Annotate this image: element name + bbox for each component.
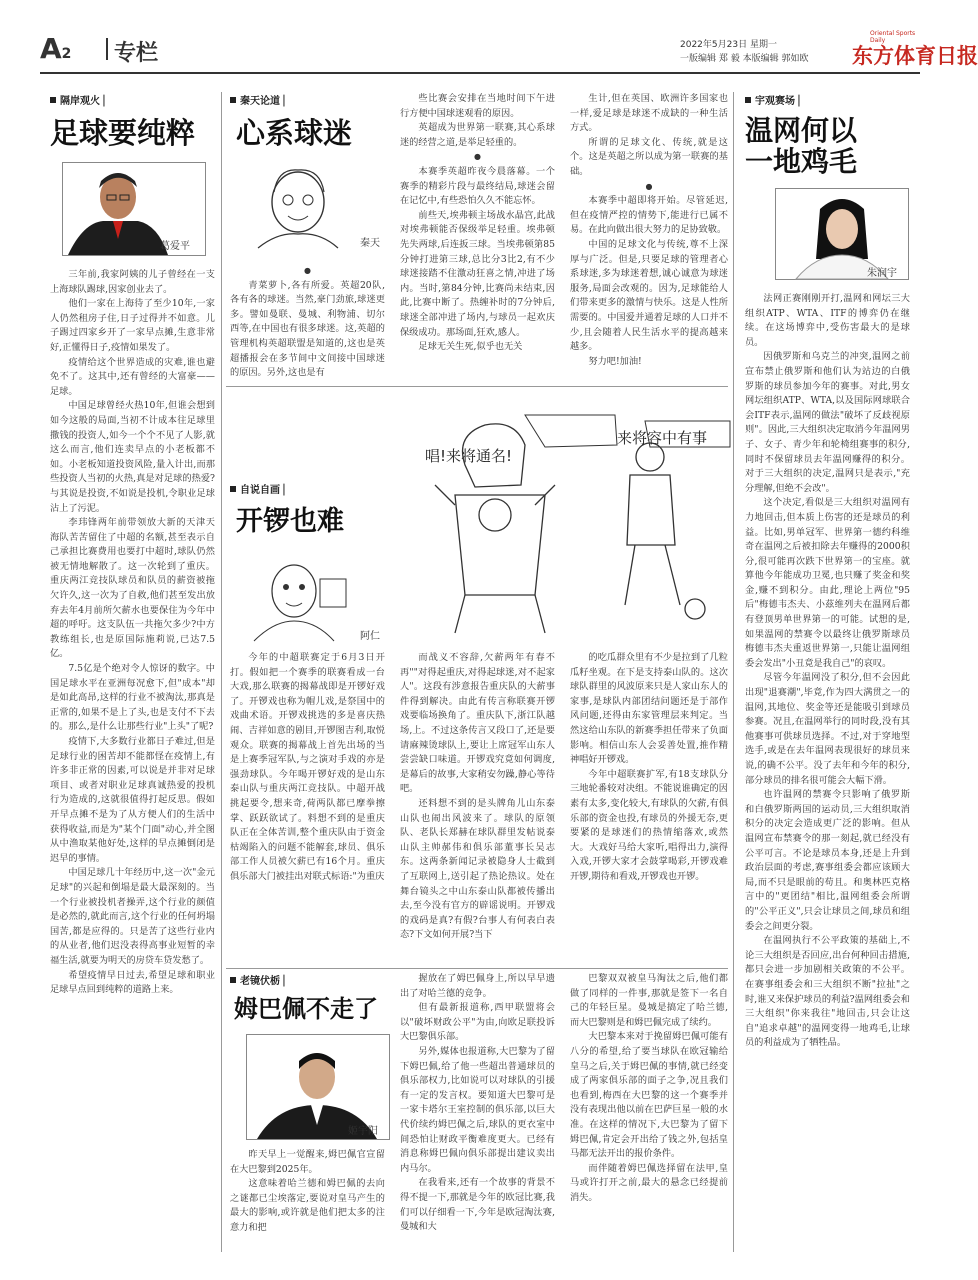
paragraph: 中国的足球文化与传统,尊不上深厚与广泛。但是,只要足球的管理者心系球迷,多为球迷着想,诚心诚意为球迷服务,局面会改观的。因为,足球能给人们带来更多的激情与快乐。这是人性所需要的。中国爱并通着足球的人口并不少,且会随着人民生活水平的提高越来越多。 [570, 238, 728, 353]
article-heart-for-fans [230, 92, 730, 382]
article-body-left [230, 264, 385, 382]
column-tag: 隔岸观火 ▏ [50, 92, 215, 107]
article-body-left [230, 651, 385, 959]
paragraph: 7.5亿是个绝对令人惊讶的数字。中国足球水平在亚洲每况愈下,但"成本"却是如此高昂,这样的行业不被淘汰,那真是正常的,如果不是上了头,也是支付不下去的。那么,是什么让那些行业"上头"了呢? [50, 663, 215, 733]
brand-logo: 东方体育日报 [852, 44, 978, 68]
article-title: 开锣也难 [236, 506, 344, 537]
article-body-right [570, 92, 728, 382]
article-body [745, 292, 910, 1260]
paragraph: 而伴随着姆巴佩选择留在法甲,皇马或许打开之前,最大的悬念已经提前消失。 [570, 1162, 728, 1203]
author-byline: 秦天 [360, 238, 380, 249]
paragraph: 他们一家在上海待了至少10年,一家人仍然租房子住,日子过得并不如意。儿子踢过四家乡开了一家早点摊,生意非常好,正懂得日子,疫情如果发了。 [50, 298, 215, 353]
paragraph: 在我看来,还有一个故事的背景不得不提一下,那就是今年的欧冠比赛,我们可以仔细看一下,今年是欧冠淘汰赛,曼城和大 [400, 1177, 555, 1233]
paragraph: 青菜萝卜,各有所爱。英超20队,各有各的球迷。当然,豪门劲旅,球迷更多。譬如曼联、曼城、利物浦、切尔西等,在中国也有很多球迷。这,英超的管理机构英超联盟是知道的,这也是英超播报会在多节间中文间接中国球迷的原因。另外,这也是有 [230, 279, 385, 379]
cartoon-speech-left: 唱!来将通名! [425, 447, 513, 465]
paragraph: 李玮锋两年前带领放大新的天津天海队苦苦留住了中超的名额,甚至表示自己承担比赛费用也要打中超时,球队仍然被无情地解散了。这一次轮到了重庆。重庆两江竞技队球员和队员的薪资被拖欠许久,这一次为了自救,他们甚至发出放弃去年4月前所欠薪水也要保住为今年中超的呼吁。这支队伍一共拖欠多少?中方教练组长,也是原国际施莉说,已达7.5亿。 [50, 517, 215, 660]
section-rule-1 [226, 386, 728, 387]
paragraph: 大巴黎本来对于挽留姆巴佩可能有八分的希望,给了要当球队在欧冠输给皇马之后,关于姆巴佩的事情,就已经变成了两家俱乐部的面子之争,况且我们也看到,梅西在大巴黎的这一个赛季并没有表现出他以前在巴萨巨星一般的水准。在这样的情况下,大巴黎为了留下姆巴佩,肯定会开出给了钱之外,包括皇马都无法开出的报价条件。 [570, 1031, 728, 1160]
tag-label: 自说自画 [240, 485, 280, 496]
header-info [680, 38, 850, 66]
paragraph: 也许温网的禁赛令只影响了俄罗斯和白俄罗斯两国的运动员,三大组织取消积分的决定会造成更广泛的影响。但从温网宣布禁赛令的那一刻起,就已经没有公平可言。不论是球员本身,还是上升到政治层面的考虑,赛事组委会都应该顾大局,而不只是眼前的苟且。和奥林匹克格言中的"更团结"相比,温网组委会所谓的"公平正义",只会让球员之间,球员和组委会之间更分裂。 [745, 789, 910, 932]
section-rule-2 [226, 968, 728, 969]
separator-dot: ● [304, 266, 311, 275]
page-digit: 2 [61, 46, 72, 62]
paragraph: 所谓的足球文化、传统,就是这个。这是英超之所以成为第一联赛的基础。 [570, 136, 728, 177]
paragraph: 中国足球曾经火热10年,但谁会想到如今这般的局面,当初不计成本往足球里撒钱的投资人,如今一个个不见了人影,就这么而言,他们连卖早点的小老板都不如。小老板知道投资风险,量入计出,而那些投资人当初的火热,真是对足球的热爱?与其说是投资,不如说是投机,令职业足球沾上了污泥。 [50, 400, 215, 514]
tag-label: 秦天论道 [240, 96, 280, 107]
cartoon-illustration [395, 395, 730, 635]
paragraph: 法网正赛刚刚开打,温网和网坛三大组织ATP、WTA、ITF的博弈仍在继续。在这场博弈中,受伤害最大的是球员。 [745, 293, 910, 348]
paragraph: 努力吧!加油! [588, 355, 642, 367]
paragraph: 足球无关生死,似乎也无关 [418, 341, 523, 353]
paragraph: 尽管今年温网没了积分,但不会因此出现"退赛潮",毕竟,作为四大满贯之一的温网,其地位、奖金等还是能吸引到球员参赛。况且,在温网举行的同时段,没有其他赛事可供球员选择。不过,对于穿地型选手,或是在去年温网表现很好的球员来说,的确不公平。没了去年和今年的积分,部分球员的排名很可能会大幅下滑。 [745, 672, 910, 786]
paragraph: 疫情给这个世界造成的灾难,谁也避免不了。这其中,还有曾经的大富豪——足球。 [50, 356, 215, 397]
paragraph: 这意味着哈兰德和姆巴佩的去向之谜都已尘埃落定,要说对皇马产生的最大的影响,或许就是他们把太多的注意力和把 [230, 1178, 385, 1233]
title-line-2: 一地鸡毛 [745, 144, 858, 178]
page-letter: A [40, 32, 62, 65]
author-byline: 姬宇阳 [348, 1126, 378, 1137]
paragraph: 巴黎双双被皇马淘汰之后,他们都做了同样的一件事,那就是签下一名自己的年轻巨星。曼城是搞定了哈兰德,而大巴黎则是和姆巴佩完成了续约。 [570, 973, 728, 1028]
editor-line: 一版编辑 郑 毅 本版编辑 郭如欧 [680, 54, 809, 64]
article-body-mid [400, 92, 555, 382]
article-title: 足球要纯粹 [50, 116, 196, 150]
brand-english: Oriental Sports Daily [870, 30, 916, 44]
column-tag: 老镜伏栃 ▏ [230, 972, 730, 987]
paragraph: 在温网执行不公平政策的基础上,不论三大组织是否回应,出台何种回击措施,都只会进一步加剧相关政策的不公平。在赛事组委会和三大组织不断"拉扯"之时,谁又来保护球员的利益?温网组委会和三大组织"你来我往"地回击,只会让这自"追求卓越"的温网变得一地鸡毛,让球员的利益成为了牺牲品。 [745, 935, 910, 1049]
article-body-right [570, 972, 728, 1260]
article-body [50, 268, 215, 1258]
paragraph: 生计,但在英国、欧洲许多国家也一样,爱足球是球迷不成缺的一种生活方式。 [570, 93, 728, 134]
author-caricature [254, 551, 364, 641]
column-tag: 宇观赛场 ▏ [745, 92, 910, 107]
paragraph: 昨天早上一觉醒来,姆巴佩官宣留在大巴黎到2025年。 [230, 1149, 385, 1175]
column-tag: 秦天论道 ▏ [230, 92, 730, 107]
paragraph: 本赛季中超即将开始。尽管延迟,但在疫情严控的情势下,能进行已属不易。在此向做出很大努力的足协致敬。 [570, 195, 728, 236]
article-body-right [570, 651, 728, 959]
separator-dot: ● [645, 181, 653, 191]
paragraph: 但有最新报道称,西甲联盟将会以"破坏财政公平"为由,向欧足联投诉大巴黎俱乐部。 [400, 1002, 555, 1043]
tag-label: 宇观赛场 [755, 96, 795, 107]
paragraph: 英超成为世界第一联赛,其心系球迷的经营之道,是举足轻重的。 [400, 122, 555, 148]
paragraph: 还料想不到的是头牌角儿山东泰山队也闹出风波来了。球队的原领队、老队长郑赫在球队群里发帖说泰山队主帅郝伟和俱乐部董事长吴志东。这两条新闻记录被隐身人士截到了互联网上,送引起了热论热议。处在舞台镜头之中山东泰山队都被传播出去,至今没有官方的辟谣说明。开锣戏的戏码是真?有假?台事人有何表白表态?下文如何开展?当下 [400, 797, 555, 941]
paragraph: 而战义不容辞,欠薪两年有春不再""对得起重庆,对得起球迷,对不起家人"。这段有涉意报告重庆队的大薪事件得到解决。由此有传言称联赛开锣戏要临场换角了。重庆队下,浙江队越场,上。不过这条传言又段口了,还是要请麻辣烫球队上,要让上席冠军山东人尝尝缺口味道。开锣戏究竟如何调度,是幕后的故事,大家稍安勿躁,静心等待吧。 [400, 652, 555, 795]
paragraph: 些比赛会安排在当地时间下午进行方便中国球迷观看的原因。 [400, 93, 555, 119]
article-body-mid [400, 651, 555, 959]
page-header [40, 30, 978, 74]
article-title: 姆巴佩不走了 [234, 995, 378, 1023]
article-football-pure [50, 92, 215, 1262]
article-title: 心系球迷 [236, 116, 353, 150]
article-body-mid [400, 972, 555, 1260]
paragraph: 因俄罗斯和乌克兰的冲突,温网之前宣布禁止俄罗斯和他们认为站边的白俄罗斯的球员参加今年的赛事。对此,男女网坛组织ATP、WTA,以及国际网球联合会ITF表示,温网的做法"破坏了反歧视原则"。因此,三大组织决定取消今年温网男子、女子、青少年和轮椅组赛事的积分,同时不保留球员去年温网赚得的积分。对于三大组织的决定,温网只是表示,"充分理解,但绝不会改"。 [745, 351, 910, 494]
date-line: 2022年5月23日 星期一 [680, 40, 777, 50]
separator-dot: ● [474, 152, 481, 162]
author-byline: 朱润宇 [867, 268, 897, 279]
paragraph: 三年前,我家阿姨的儿子曾经在一支上海球队踢球,因家创业去了。 [50, 269, 215, 295]
article-body-left [230, 1148, 385, 1260]
article-wimbledon [745, 92, 910, 1262]
tag-label: 老镜伏栃 [240, 976, 280, 987]
tag-label: 隔岸观火 [60, 96, 100, 107]
paragraph: 今年的中超联赛定于6月3日开打。假如把一个赛季的联赛看成一台大戏,那么联赛的揭幕战即是开锣好戏了。开锣戏也称为帽儿戏,是祭国中的戏曲术语。开锣戏挑选的多是喜庆热闹、吉祥如意的剧目,开锣图吉利,取悦观众。联赛的揭幕战上首先出场的当是上赛季冠军队,与之演对手戏的亦是强劲球队。今年喝开锣好戏的是山东泰山队与重庆两江竞技队。中超开战挑起要令,想来奇,荷两队都已摩拳擦掌、跃跃欲试了。料想不到的是重庆队正在全体苦训,整个重庆队由于资金枯竭陷入的问题不能解套,球员、俱乐部工作人员被欠薪已有16个月。重庆俱乐部大门被挂出对联式标语:"为重庆 [230, 652, 385, 882]
paragraph: 这个决定,看似是三大组织对温网有力地回击,但本质上伤害的还是球员的利益。比如,男单冠军、世界第一德约科维奇在温网之后被扣除去年赚得的2000积分,很可能再次跌下世界第一的宝座。就算他今年能成功卫冕,也只赚了奖金和奖金,赚不到积分。由此,理论上两位"95后"梅德韦杰夫、小茲维列夫在温网后都有登顶男单世界第一的可能。试想的是,如果温网的禁赛令以最终让俄罗斯球员梅德韦杰夫重返世界第一,只能让温网组委会发出"小丑竟是我自己"的哀叹。 [745, 497, 910, 669]
paragraph: 今年中超联赛扩军,有18支球队分三地轮番较对决组。不能说谁确定的因素有太多,变化较大,有球队的欠薪,有俱乐部的资金也投,有球员的外援无奈,更要紧的是球迷们的热情缩落欢,或然大。大戏好马给大家听,唱得出力,演得入戏,开锣大家才会鼓掌喝彩,开锣戏难开锣,期待和看戏,开锣戏也开锣。 [570, 768, 728, 882]
header-divider [106, 38, 108, 60]
section-name: 专栏 [114, 41, 159, 66]
column-rule-2 [733, 92, 734, 1252]
paragraph: 握放在了姆巴佩身上,所以早早遗出了对哈兰德的竞争。 [400, 973, 555, 999]
page-number [40, 32, 71, 65]
paragraph: 疫情下,大多数行业都日子难过,但是足球行业的困苦却不能都怪在疫情上,有许多非正常的因素,可以说是并非对足球项目、或者对职业足球真诚热爱的投机行为造成的,这就很值得打起反思。假如开早点摊不是为了从方便人们的生活中获得收益,而是为"某个门面"动心,并全图从中渔取某他好处,这样的早点摊倒闭是迟早的事情。 [50, 736, 215, 864]
paragraph: 中国足球几十年经历中,这一次"金元足球"的兴起和倒塌是最大最深刻的。当一个行业被投机者操弄,这个行业的颜值是必然的,就此而言,这个行业的任何坍塌国苦,都是应得的。只是苦了这些行业内的从业者,他们迟没表得高事业短暂的幸福生活,就要为明天的房贷车贷发愁了。 [50, 867, 215, 966]
column-tag: 自说自画 ▏ [230, 481, 291, 496]
paragraph: 本赛季英超昨夜今晨落幕。一个赛季的精彩片段与最终结局,球迷会留在记忆中,有些恐怕久久不能忘怀。 [400, 165, 555, 207]
author-byline: 葛爱平 [160, 241, 190, 252]
cartoon-speech-right: 来将容中有事 [617, 429, 708, 447]
paragraph: 的吃瓜群众里有不少是拉到了几粒瓜籽坐观。在下是支持泰山队的。这次球队群里的风波原来只是人家山东人的家事,是球队内部团结问题还是于部作风问题,还得由东家管理层来判定。当然这给山东队的新赛季担任带来了负面影响。相信山东人会妥善处置,推作精神唱好开锣戏。 [570, 652, 728, 766]
article-opening-hard [230, 395, 730, 963]
paragraph: 另外,媒体也报道称,大巴黎为了留下姆巴佩,给了他一些超出普通球员的俱乐部权力,比如说可以对球队的引援有一定的发言权。要知道大巴黎可是一家卡塔尔王室控制的俱乐部,以巨大代价续约姆巴佩之后,球队的更衣室中间恐怕让财政平衡难度更大。已经有消息称姆巴佩向俱乐部提出建议卖出内马尔。 [400, 1045, 555, 1174]
article-mbappe [230, 972, 730, 1262]
article-title [745, 116, 857, 178]
paragraph: 前些天,埃弗顿主场战水晶宫,此战对埃弗顿能否保级举足轻重。埃弗顿先失两球,后连扳三球。当埃弗顿第85分钟打进第三球,总比分3比2,有不少球迷接踏不住激动狂喜之情,冲进了场内。当时,第84分钟,比赛尚未结束,因此,比赛中断了。热缠补时的7分钟后,球迷全部冲进了场内,与球员一起欢庆保级成功。那场面,狂欢,感人。 [400, 209, 555, 338]
column-rule-1 [221, 92, 222, 1252]
paragraph: 希望疫情早日过去,希望足球和职业足球早点回到纯粹的道路上来。 [50, 969, 215, 996]
author-byline: 阿仁 [360, 631, 380, 642]
title-line-1: 温网何以 [745, 114, 858, 147]
